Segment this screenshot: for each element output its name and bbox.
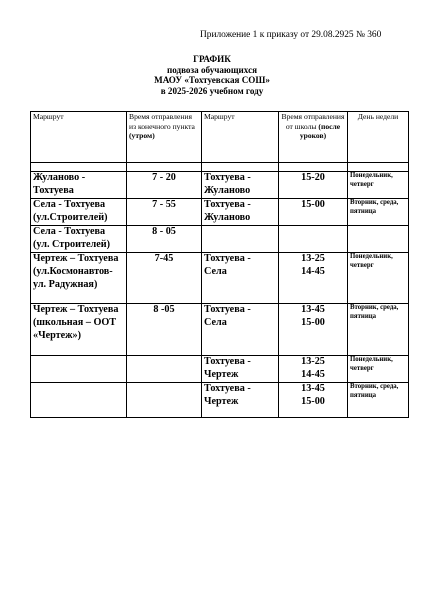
spacer-cell — [127, 163, 202, 172]
header-weekday: День недели — [348, 112, 409, 163]
header-route-morning: Маршрут — [31, 112, 127, 163]
time-afternoon-cell — [279, 226, 348, 253]
route-afternoon-cell: Тохтуева - Села — [202, 253, 279, 304]
header-departure-school-label: Время отправления от школы — [281, 112, 345, 131]
spacer-cell — [348, 163, 409, 172]
header-route-afternoon: Маршрут — [202, 112, 279, 163]
time-morning-cell: 7 - 55 — [127, 199, 202, 226]
document-subtitle: подвоза обучающихся — [166, 64, 258, 75]
route-afternoon-cell: Тохтуева - Жуланово — [202, 199, 279, 226]
weekday-cell: Вторник, среда, пятница — [348, 304, 409, 356]
weekday-cell — [348, 226, 409, 253]
time-afternoon-2: 14-45 — [301, 368, 325, 380]
table-row — [31, 304, 409, 356]
school-year: в 2025-2026 учебном году — [160, 85, 264, 96]
appendix-note: Приложение 1 к приказу от 29.08.2925 № 360 — [200, 30, 382, 40]
header-departure-morning-label: Время отправления из конечного пункта — [129, 112, 195, 131]
document-heading — [0, 54, 424, 96]
time-afternoon-1: 13-45 — [301, 304, 325, 315]
route-morning-cell: Села - Тохтуева (ул.Строителей) — [31, 199, 127, 226]
time-afternoon-2: 15-00 — [301, 395, 325, 407]
weekday-cell: Вторник, среда, пятница — [348, 199, 409, 226]
table-row — [31, 226, 409, 253]
route-morning-cell: Села - Тохтуева (ул. Строителей) — [31, 226, 127, 253]
table-row — [31, 383, 409, 418]
spacer-cell — [31, 163, 127, 172]
time-morning-cell — [127, 356, 202, 383]
header-departure-morning-bold: (утром) — [129, 131, 155, 141]
time-afternoon-2: 15-00 — [301, 316, 325, 328]
spacer-cell — [279, 163, 348, 172]
time-morning-cell: 8 -05 — [127, 304, 202, 356]
route-afternoon-cell: Тохтуева - Села — [202, 304, 279, 356]
time-morning-cell: 7-45 — [127, 253, 202, 304]
time-afternoon-cell — [279, 172, 348, 199]
time-afternoon-2: 14-45 — [301, 265, 325, 277]
time-afternoon-1: 13-45 — [301, 383, 325, 394]
document-title: ГРАФИК — [193, 54, 231, 64]
table-row — [31, 253, 409, 304]
weekday-cell: Понедельник, четверг — [348, 172, 409, 199]
time-afternoon-cell — [279, 253, 348, 304]
time-afternoon-1: 15-00 — [301, 199, 325, 210]
route-afternoon-cell: Тохтуева - Чертеж — [202, 383, 279, 418]
school-name: МАОУ «Тохтуевская СОШ» — [154, 75, 270, 85]
route-afternoon-cell: Тохтуева - Жуланово — [202, 172, 279, 199]
time-afternoon-1: 13-25 — [301, 253, 325, 264]
time-afternoon-1: 15-20 — [301, 172, 325, 183]
table-row — [31, 172, 409, 199]
time-morning-cell: 7 - 20 — [127, 172, 202, 199]
schedule-table — [30, 111, 409, 418]
weekday-cell: Понедельник, четверг — [348, 253, 409, 304]
time-afternoon-cell — [279, 304, 348, 356]
table-header-row — [31, 112, 409, 163]
time-afternoon-cell — [279, 383, 348, 418]
spacer-row — [31, 163, 409, 172]
header-departure-school-bold: (после уроков) — [299, 121, 341, 141]
time-afternoon-1: 13-25 — [301, 356, 325, 367]
time-afternoon-cell — [279, 356, 348, 383]
table-row — [31, 356, 409, 383]
route-afternoon-cell — [202, 226, 279, 253]
route-morning-cell — [31, 356, 127, 383]
route-afternoon-cell: Тохтуева - Чертеж — [202, 356, 279, 383]
header-departure-school — [279, 112, 348, 163]
route-morning-cell: Чертеж – Тохтуева (школьная – ООТ «Чертеж») — [31, 304, 127, 356]
route-morning-cell: Жуланово - Тохтуева — [31, 172, 127, 199]
time-morning-cell — [127, 383, 202, 418]
time-morning-cell: 8 - 05 — [127, 226, 202, 253]
time-afternoon-cell — [279, 199, 348, 226]
route-morning-cell — [31, 383, 127, 418]
spacer-cell — [202, 163, 279, 172]
weekday-cell: Понедельник, четверг — [348, 356, 409, 383]
table-row — [31, 199, 409, 226]
weekday-cell: Вторник, среда, пятница — [348, 383, 409, 418]
header-departure-morning — [127, 112, 202, 163]
route-morning-cell: Чертеж – Тохтуева (ул.Космонавтов-ул. Радужная) — [31, 253, 127, 304]
